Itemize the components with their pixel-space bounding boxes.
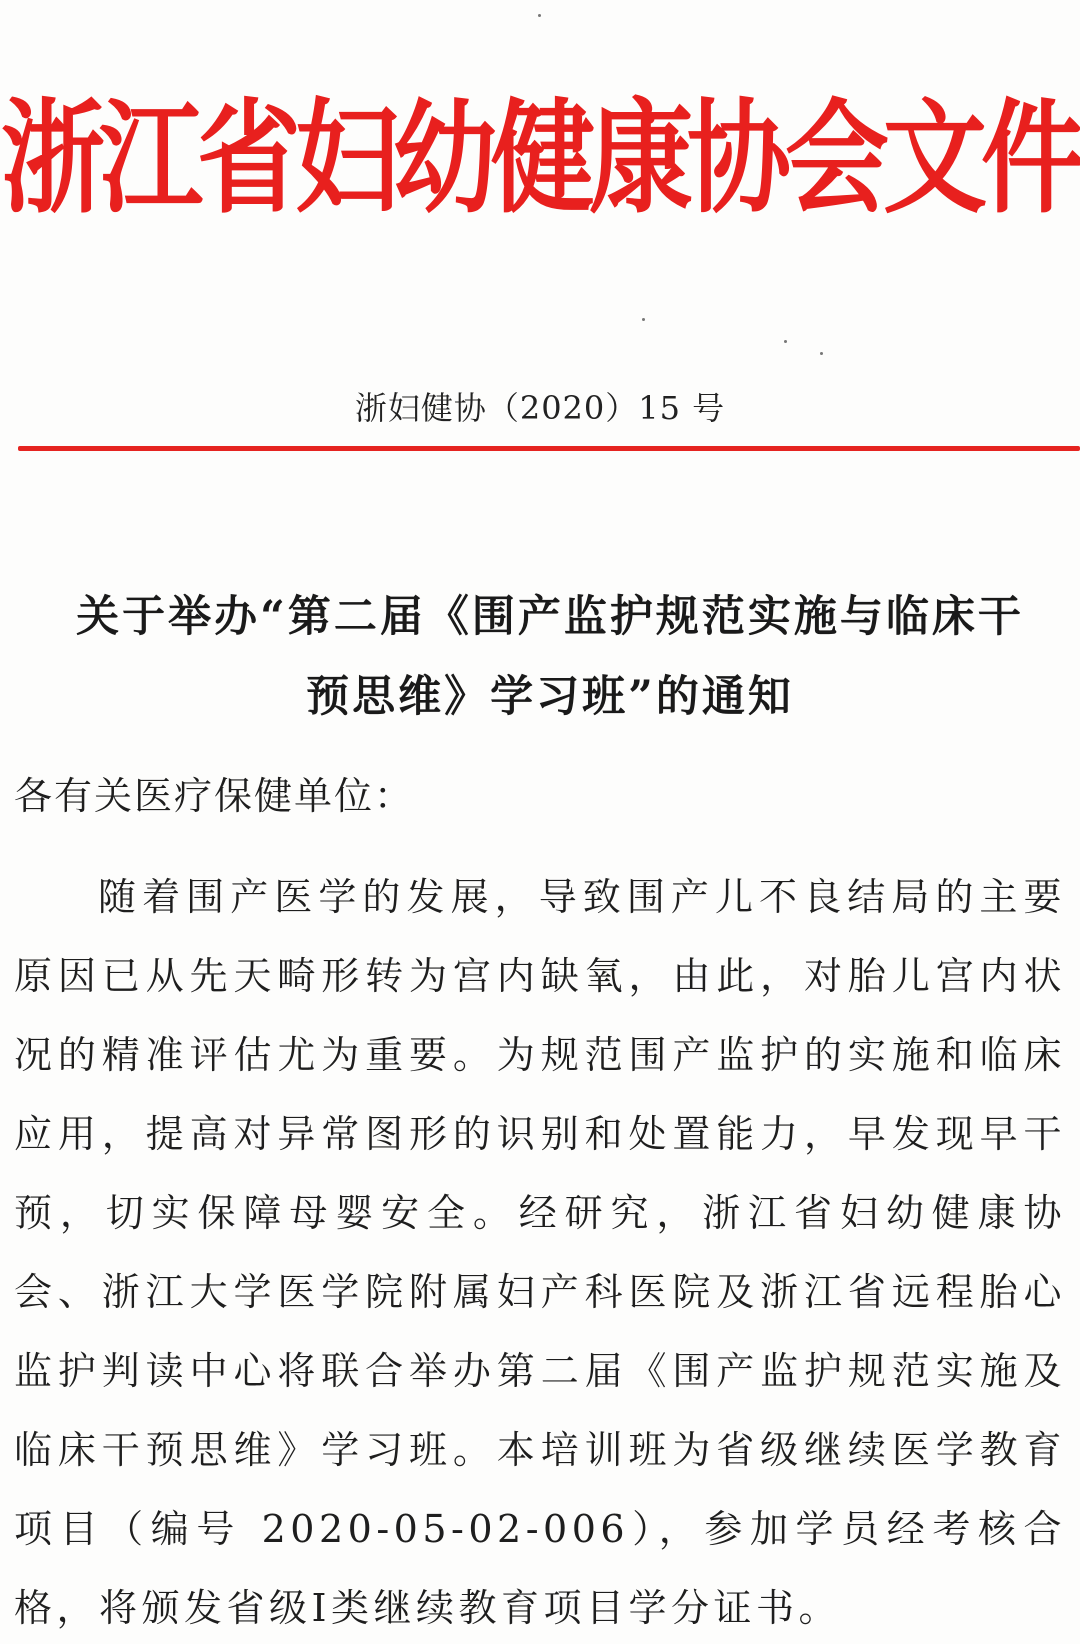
scan-speck [538, 14, 541, 17]
org-masthead-title: 浙江省妇幼健康协会文件 [0, 86, 1079, 231]
salutation: 各有关医疗保健单位： [14, 774, 415, 818]
red-divider-line [18, 446, 1080, 451]
scan-speck [642, 318, 645, 321]
scan-speck [784, 340, 787, 343]
notice-body-paragraph: 随着围产医学的发展，导致围产儿不良结局的主要原因已从先天畸形转为宫内缺氧，由此，对胎儿宫内状况的精准评估尤为重要。为规范围产监护的实施和临床应用，提高对异常图形的识别和处置能力，早发现早干预，切实保障母婴安全。经研究，浙江省妇幼健康协会、浙江大学医学院附属妇产科医院及浙江省远程胎心监护判读中心将联合举办第二届《围产监护规范实施及临床干预思维》学习班。本培训班为省级继续医学教育项目（编号 2020-05-02-006），参加学员经考核合格，将颁发省级Ⅰ类继续教育项目学分证书。 [14, 875, 1066, 1630]
notice-title: 关于举办“第二届《围产监护规范实施与临床干预思维》学习班”的通知 [76, 592, 1024, 722]
document-number: 浙妇健协（2020）15 号 [354, 389, 726, 427]
scan-speck [820, 352, 823, 355]
